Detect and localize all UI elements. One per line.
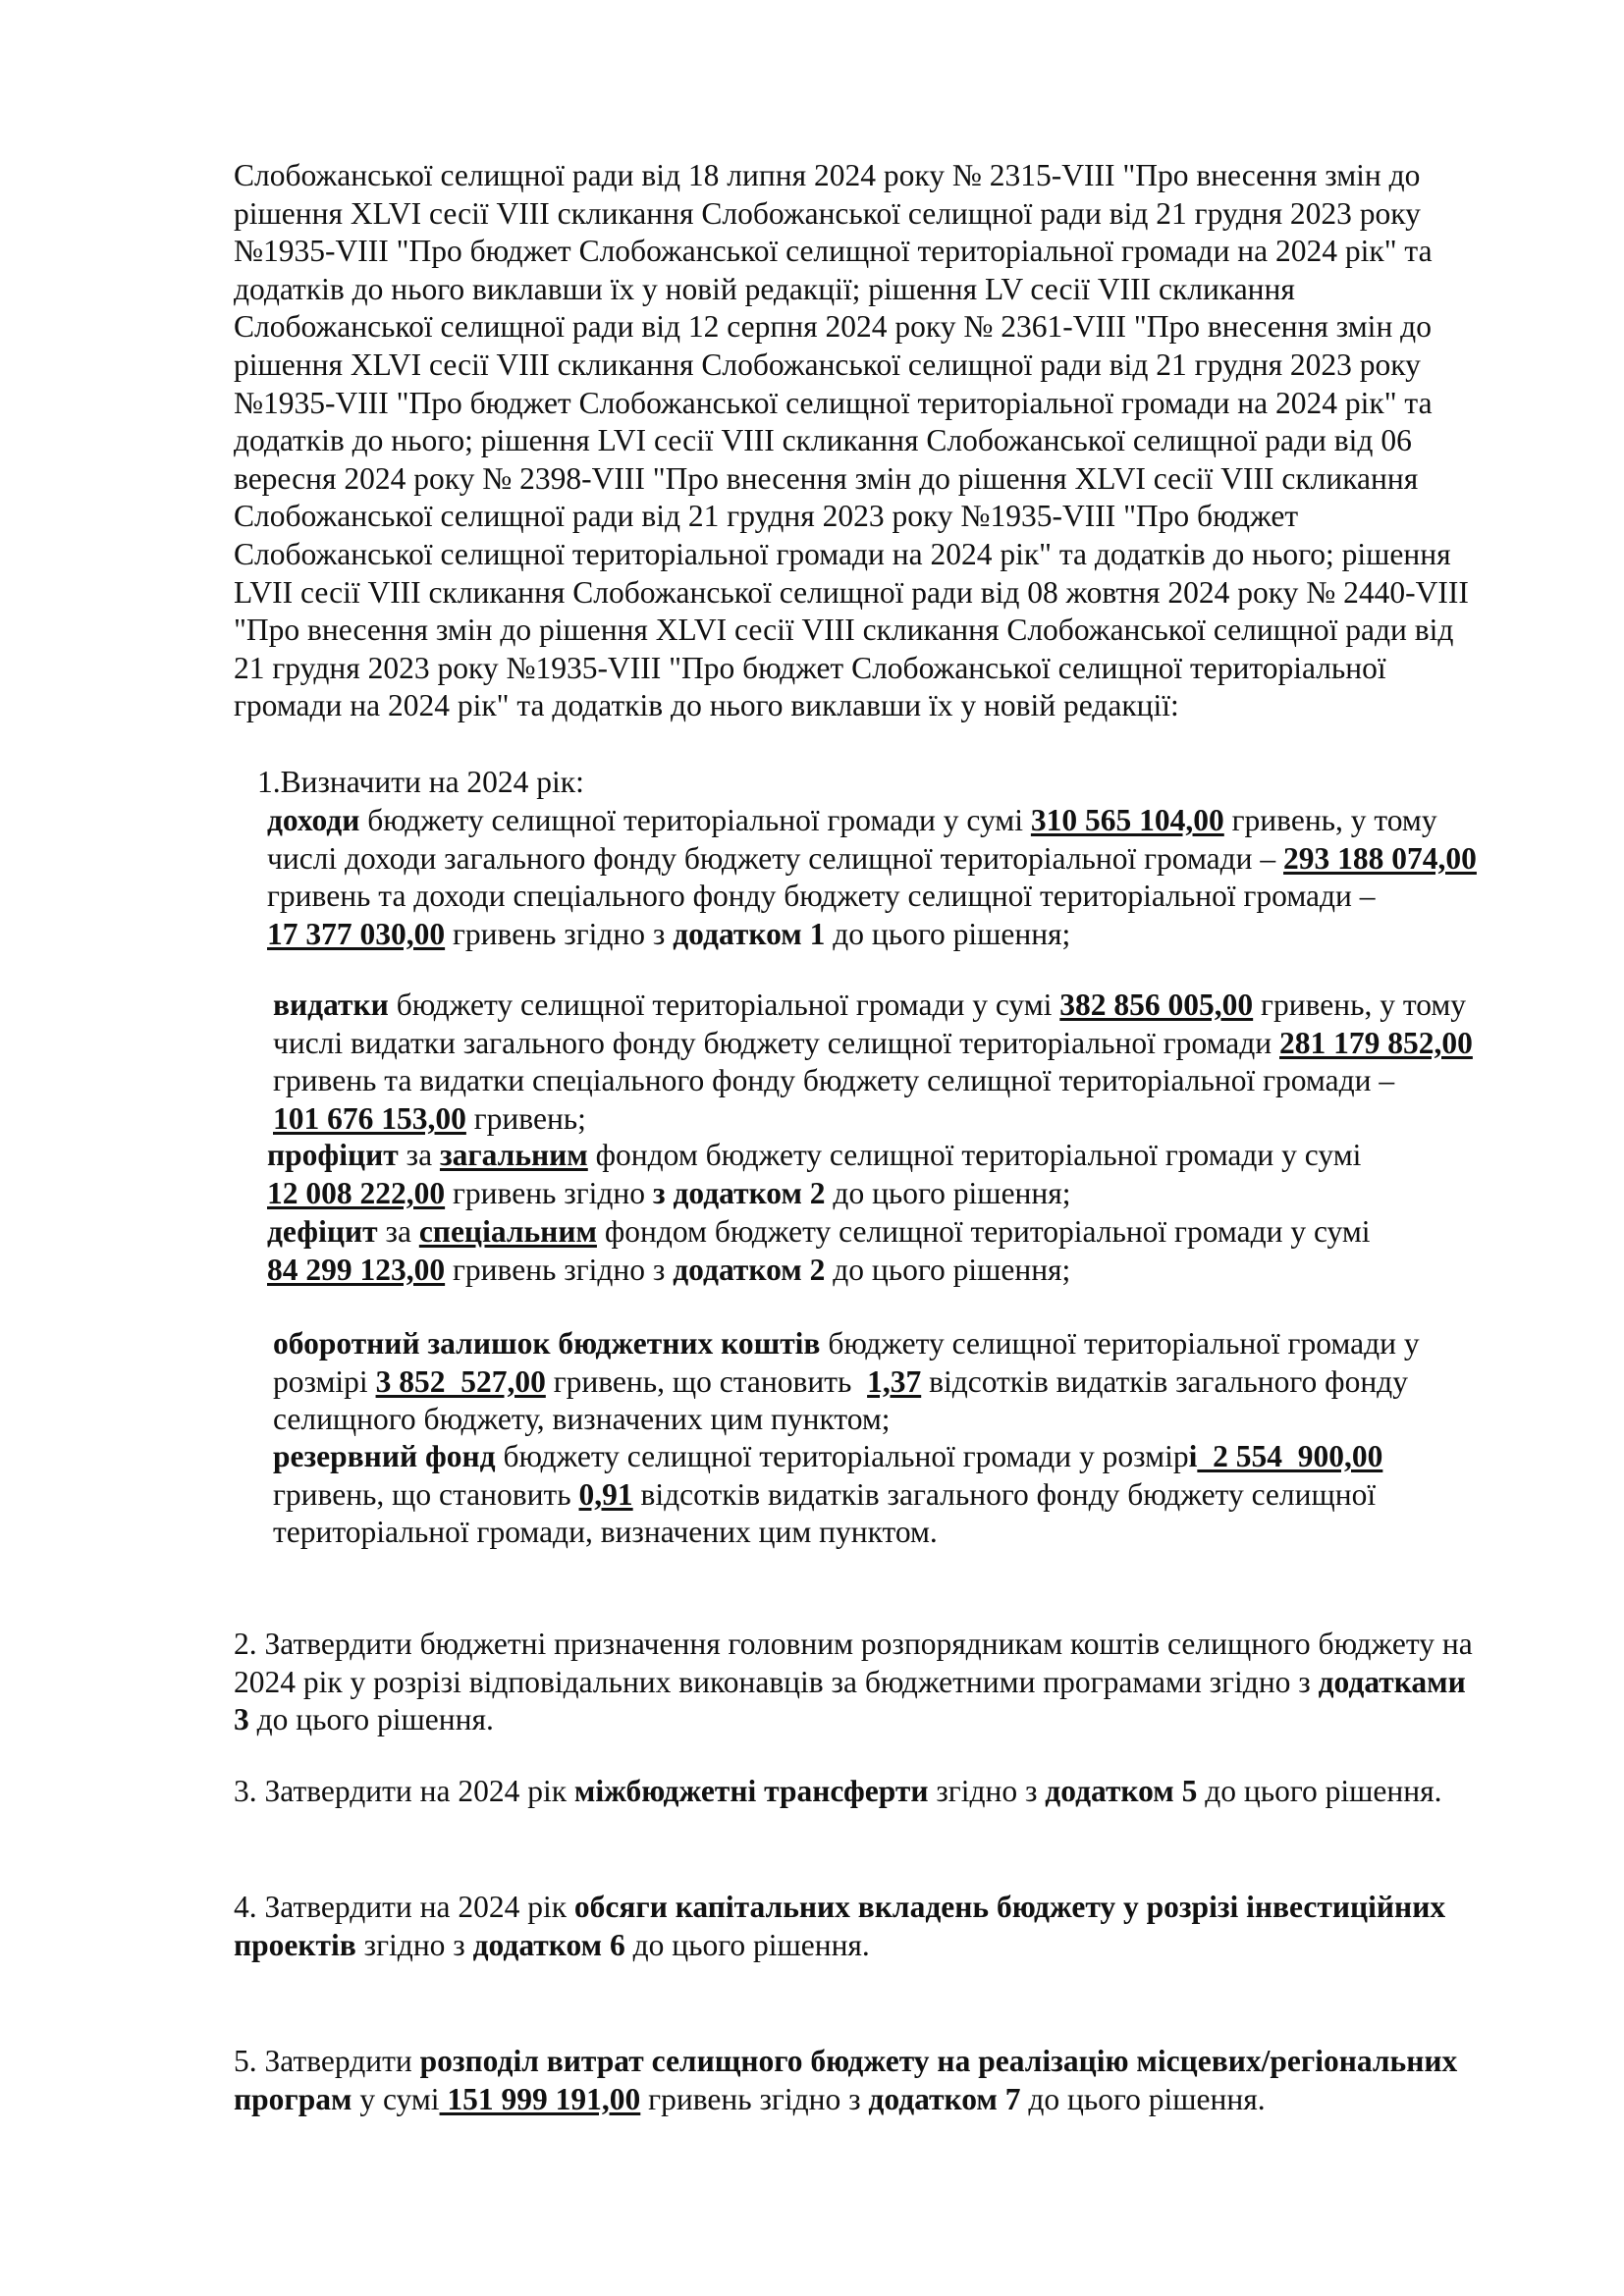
surplus-appendix-ref: з додатком 2 — [652, 1175, 826, 1210]
income-line-4 — [267, 916, 1565, 954]
expenses-special-amount: 101 676 153,00 — [273, 1100, 466, 1136]
intro-line: Слобожанської селищної ради від 12 серпня 2024 року № 2361-VIII "Про внесення змін до — [234, 309, 1432, 345]
surplus-text-1: за — [398, 1138, 440, 1172]
expenses-line-2 — [273, 1025, 1565, 1063]
item1-title — [257, 764, 1534, 802]
income-label: доходи — [267, 803, 360, 837]
deficit-text-1: за — [377, 1214, 419, 1249]
intro-line: №1935-VIII "Про бюджет Слобожанської селищної територіальної громади на 2024 рік" та — [234, 234, 1433, 269]
intro-line: "Про внесення змін до рішення XLVI сесії VIII скликання Слобожанської селищної ради від — [234, 613, 1454, 648]
item5-line-2 — [234, 2081, 1565, 2119]
item3-paragraph — [234, 1773, 1565, 1811]
reserve-line-1 — [273, 1438, 1565, 1476]
item1-title-text: 1.Визначити на 2024 рік: — [257, 765, 584, 799]
expenses-general-amount: 281 179 852,00 — [1279, 1025, 1473, 1060]
expenses-text-tail: гривень, у тому — [1253, 988, 1467, 1022]
income-line-3: гривень та доходи спеціального фонду бюджету селищної територіальної громади – — [267, 879, 1376, 914]
expenses-line-1 — [273, 987, 1565, 1025]
reserve-label: резервний фонд — [273, 1439, 496, 1473]
balance-amount: 3 852 527,00 — [375, 1363, 546, 1399]
item2-text-2: 2024 рік у розрізі відповідальних виконавців за бюджетними програмами згідно з — [234, 1664, 1319, 1699]
surplus-label: профіцит — [267, 1138, 399, 1172]
item5-line-1 — [234, 2043, 1565, 2081]
reserve-text-1b: і — [1188, 1439, 1198, 1473]
surplus-line-1 — [267, 1137, 1565, 1175]
reserve-percent: 0,91 — [578, 1476, 633, 1512]
item2-line-1: 2. Затвердити бюджетні призначення головним розпорядникам коштів селищного бюджету на — [234, 1627, 1473, 1661]
intro-line: LVII сесії VIII скликання Слобожанської селищної ради від 08 жовтня 2024 року № 2440-VIII — [234, 574, 1469, 610]
expenses-text: бюджету селищної територіальної громади у сумі — [388, 988, 1060, 1022]
deficit-text-3: гривень згідно з — [445, 1252, 674, 1287]
intro-line: рішення XLVI сесії VIII скликання Слобожанської селищної ради від 21 грудня 2023 року — [234, 195, 1421, 231]
expenses-line-4 — [273, 1100, 1565, 1139]
reserve-line-3: територіальної громади, визначених цим пунктом. — [273, 1515, 938, 1550]
income-text-tail: гривень, у тому — [1223, 803, 1437, 837]
item5-text-3: гривень згідно з — [640, 2081, 869, 2116]
item2-paragraph — [234, 1626, 1565, 1739]
intro-line: рішення XLVI сесії VIII скликання Слобожанської селищної ради від 21 грудня 2023 року — [234, 347, 1421, 382]
item4-text-3: до цього рішення. — [624, 1927, 870, 1962]
deficit-line-2 — [267, 1252, 1565, 1290]
item4-line-1 — [234, 1889, 1565, 1927]
balance-text-3: гривень, що становить — [545, 1363, 868, 1399]
intro-line: Слобожанської селищної територіальної громади на 2024 рік" та додатків до нього; рішення — [234, 536, 1451, 571]
intro-line: №1935-VIII "Про бюджет Слобожанської селищної територіальної громади на 2024 рік" та — [234, 385, 1433, 420]
item5-text-2: у сумі — [352, 2081, 440, 2116]
intro-line: Слобожанської селищної ради від 18 липня 2024 року № 2315-VIII "Про внесення змін до — [234, 158, 1421, 192]
income-total-amount: 310 565 104,00 — [1030, 803, 1224, 837]
item4-appendix-ref: додатком 6 — [472, 1927, 625, 1962]
reserve-amount: 2 554 900,00 — [1197, 1439, 1383, 1473]
deficit-paragraph — [267, 1213, 1565, 1289]
intro-line: громади на 2024 рік" та додатків до нього виклавши їх у новій редакції: — [234, 688, 1179, 723]
reserve-text-3: відсотків видатків загального фонду бюджету селищної — [632, 1476, 1377, 1512]
expenses-general-text: числі видатки загального фонду бюджету селищної територіальної громади — [273, 1025, 1279, 1060]
item3-text-3: до цього рішення. — [1197, 1774, 1442, 1808]
income-line4-tail: до цього рішення; — [825, 916, 1071, 951]
expenses-line4-tail: гривень; — [465, 1100, 586, 1136]
item2-appendix-ref: додатками — [1318, 1664, 1466, 1699]
deficit-text-2: фондом бюджету селищної територіальної громади у сумі — [596, 1214, 1371, 1249]
expenses-paragraph — [273, 987, 1565, 1138]
surplus-amount: 12 008 222,00 — [267, 1175, 446, 1210]
balance-percent: 1,37 — [867, 1363, 922, 1399]
item5-text-4: до цього рішення. — [1020, 2081, 1266, 2116]
income-text: бюджету селищної територіальної громади у сумі — [359, 803, 1031, 837]
income-paragraph — [267, 802, 1565, 953]
intro-line: вересня 2024 року № 2398-VIII "Про внесення змін до рішення XLVI сесії VIII скликання — [234, 460, 1419, 496]
item2-line-2 — [234, 1664, 1565, 1702]
item2-line-3 — [234, 1701, 1565, 1739]
balance-text-4: відсотків видатків загального фонду — [921, 1363, 1408, 1399]
item2-appendix-number: 3 — [234, 1702, 249, 1737]
income-appendix-ref: додатком 1 — [673, 916, 826, 951]
surplus-text-3: гривень згідно — [445, 1175, 653, 1210]
item3-line-1 — [234, 1773, 1565, 1811]
item4-paragraph — [234, 1889, 1565, 1964]
balance-line-1 — [273, 1325, 1565, 1363]
intro-line: додатків до нього виклавши їх у новій редакції; рішення LV сесії VIII скликання — [234, 271, 1295, 306]
income-general-text: числі доходи загального фонду бюджету селищної територіальної громади – — [267, 840, 1284, 876]
reserve-text-1: бюджету селищної територіальної громади у розмір — [495, 1439, 1189, 1473]
deficit-label: дефіцит — [267, 1214, 378, 1249]
item5-amount: 151 999 191,00 — [439, 2081, 641, 2116]
item5-paragraph — [234, 2043, 1565, 2118]
deficit-fund: спеціальним — [418, 1214, 597, 1249]
surplus-paragraph — [267, 1137, 1565, 1212]
item3-text-2: згідно з — [928, 1774, 1046, 1808]
item5-appendix-ref: додатком 7 — [868, 2081, 1021, 2116]
surplus-text-4: до цього рішення; — [825, 1175, 1071, 1210]
deficit-text-4: до цього рішення; — [825, 1252, 1071, 1287]
item4-bold-1: обсяги капітальних вкладень бюджету у розрізі інвестиційних — [573, 1890, 1446, 1924]
income-line-2 — [267, 840, 1565, 879]
income-special-amount: 17 377 030,00 — [267, 916, 446, 951]
deficit-line-1 — [267, 1213, 1565, 1252]
item3-text-1: 3. Затвердити на 2024 рік — [234, 1774, 574, 1808]
intro-line: додатків до нього; рішення LVI сесії VIII скликання Слобожанської селищної ради від 06 — [234, 423, 1412, 458]
intro-paragraph — [234, 157, 1565, 725]
balance-line-2 — [273, 1363, 1565, 1402]
balance-text-2: розмірі — [273, 1363, 376, 1399]
item4-line-2 — [234, 1927, 1565, 1965]
item4-text-2: згідно з — [355, 1927, 473, 1962]
reserve-paragraph — [273, 1438, 1565, 1552]
balance-label: оборотний залишок бюджетних коштів — [273, 1326, 821, 1361]
balance-paragraph — [273, 1325, 1565, 1439]
item5-bold-2: програм — [234, 2081, 352, 2116]
expenses-line-3: гривень та видатки спеціального фонду бюджету селищної територіальної громади – — [273, 1063, 1395, 1098]
expenses-total-amount: 382 856 005,00 — [1059, 988, 1254, 1022]
intro-line: 21 грудня 2023 року №1935-VIII "Про бюджет Слобожанської селищної територіальної — [234, 650, 1386, 685]
deficit-amount: 84 299 123,00 — [267, 1252, 446, 1287]
item5-text-1: 5. Затвердити — [234, 2044, 420, 2078]
surplus-line-2 — [267, 1175, 1565, 1213]
income-general-amount: 293 188 074,00 — [1283, 840, 1477, 876]
deficit-appendix-ref: додатком 2 — [673, 1252, 826, 1287]
balance-text-1: бюджету селищної територіальної громади у — [820, 1326, 1420, 1361]
item3-bold: міжбюджетні трансферти — [573, 1774, 929, 1808]
item4-bold-2: проектів — [234, 1927, 356, 1962]
item5-bold-1: розподіл витрат селищного бюджету на реалізацію місцевих/регіональних — [419, 2044, 1458, 2078]
expenses-label: видатки — [273, 988, 389, 1022]
income-line-1 — [267, 802, 1565, 840]
balance-line-3: селищного бюджету, визначених цим пунктом; — [273, 1402, 891, 1437]
income-line4-text: гривень згідно з — [445, 916, 674, 951]
intro-line: Слобожанської селищної ради від 21 грудня 2023 року №1935-VIII "Про бюджет — [234, 499, 1299, 534]
reserve-text-2: гривень, що становить — [273, 1476, 579, 1512]
item4-text-1: 4. Затвердити на 2024 рік — [234, 1890, 574, 1924]
surplus-fund: загальним — [439, 1138, 588, 1172]
surplus-text-2: фондом бюджету селищної територіальної громади у сумі — [587, 1138, 1362, 1172]
reserve-line-2 — [273, 1476, 1565, 1515]
item2-text-3: до цього рішення. — [248, 1702, 494, 1737]
item3-appendix-ref: додатком 5 — [1045, 1774, 1198, 1808]
